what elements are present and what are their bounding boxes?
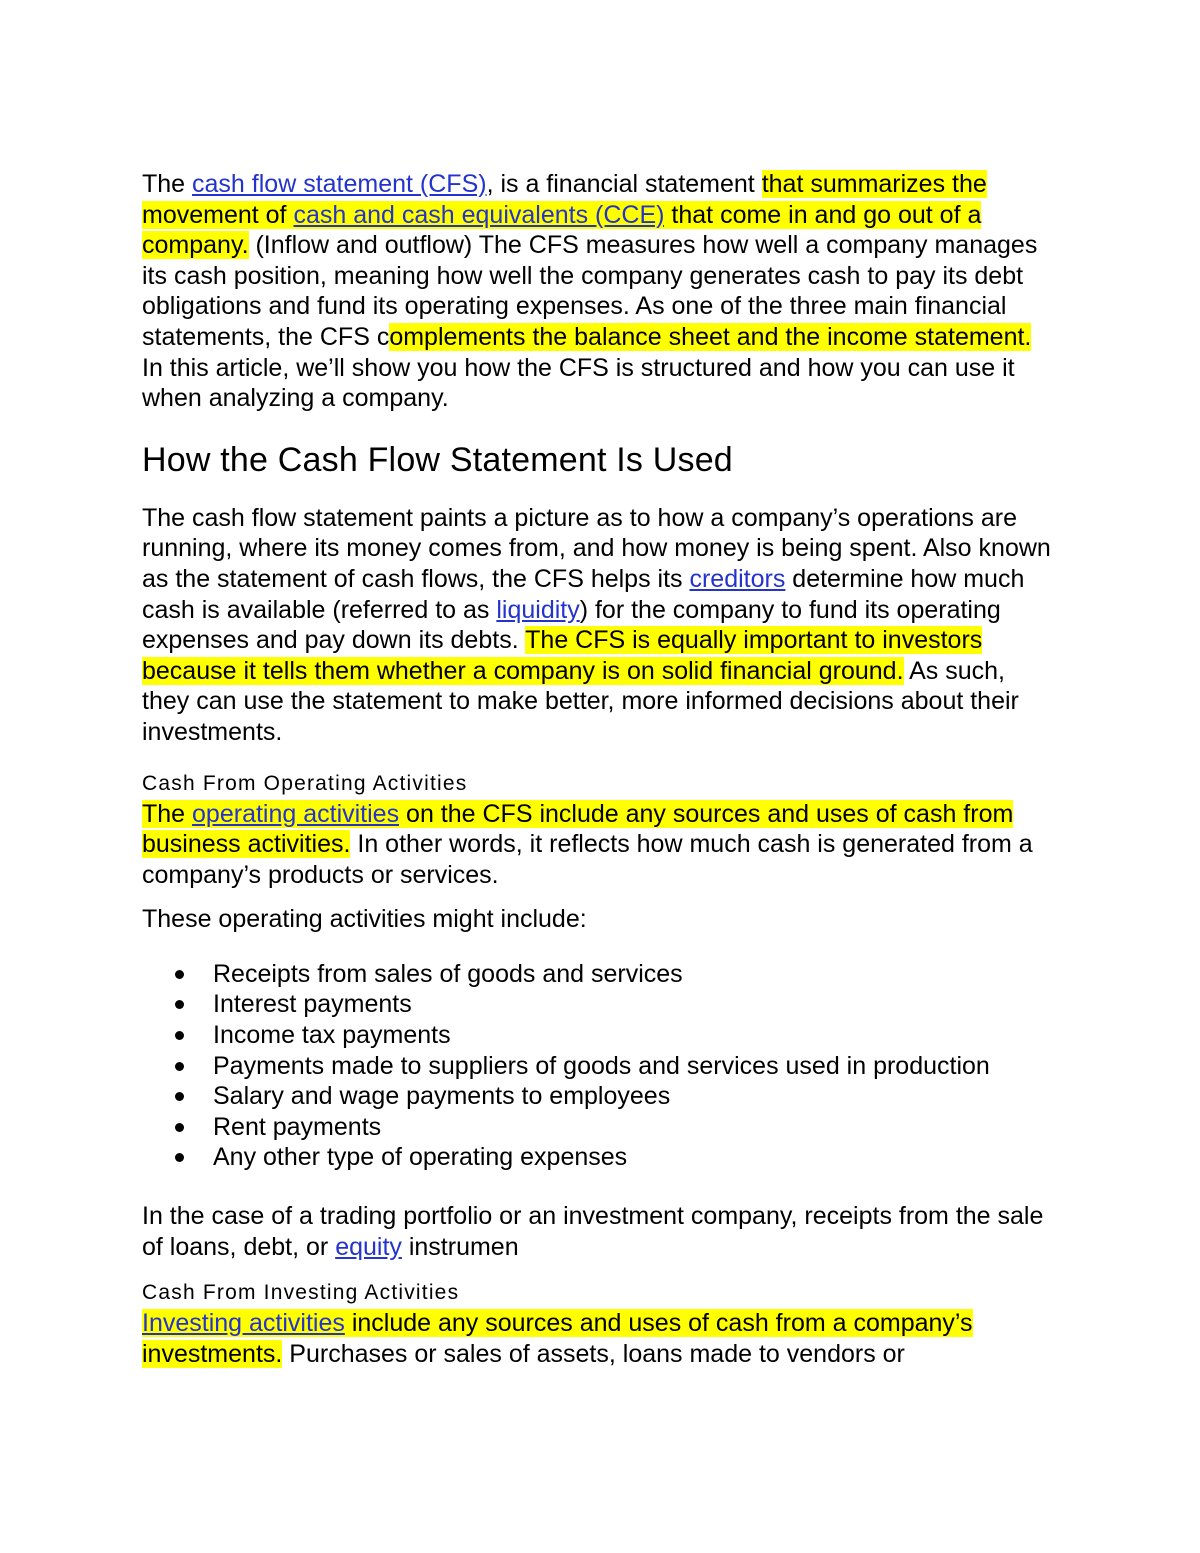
trading-paragraph bbox=[142, 1201, 1057, 1262]
highlighted-text: that come in and go out of a company. bbox=[142, 200, 982, 260]
highlighted-text: omplements the balance sheet and the income statement. bbox=[389, 322, 1032, 351]
bullet-icon bbox=[175, 1153, 184, 1162]
list-item-text: Salary and wage payments to employees bbox=[213, 1082, 671, 1111]
bullet-icon bbox=[175, 1123, 184, 1132]
list-item-text: Rent payments bbox=[213, 1112, 382, 1141]
bullet-icon bbox=[175, 970, 184, 979]
operating-paragraph bbox=[142, 799, 1057, 891]
list-item-text: Payments made to suppliers of goods and services used in production bbox=[213, 1051, 990, 1080]
subheading-operating: Cash From Operating Activities bbox=[142, 771, 468, 795]
link-investing-activities[interactable]: Investing activities bbox=[142, 1309, 345, 1338]
bullet-icon bbox=[175, 1031, 184, 1040]
list-item bbox=[142, 1081, 1057, 1112]
list-item-text: Interest payments bbox=[213, 990, 412, 1019]
list-item bbox=[142, 1051, 1057, 1082]
investing-text: Purchases or sales of assets, loans made to vendors or bbox=[282, 1339, 905, 1368]
link-cash-flow-statement[interactable]: cash flow statement (CFS) bbox=[192, 170, 487, 198]
operating-text: In other words, it reflects how much cash is generated from a company’s products or services. bbox=[142, 830, 1033, 889]
investing-paragraph bbox=[142, 1308, 1057, 1369]
intro-text: (Inflow and outflow) The CFS measures how well a company manages its cash position, meaning how well the company generates cash to pay its debt obligations and fund its operating expenses. As one of the three main financial statements, the CFS c bbox=[142, 231, 1038, 351]
used-paragraph bbox=[142, 503, 1057, 748]
highlighted-text: The bbox=[142, 799, 193, 828]
highlighted-text: on the CFS include any sources and uses of cash from business activities. bbox=[142, 799, 1014, 859]
intro-text: The bbox=[142, 170, 193, 198]
trading-text: In the case of a trading portfolio or an investment company, receipts from the sale of loans, debt, or bbox=[142, 1202, 1044, 1261]
bullet-icon bbox=[175, 1062, 184, 1071]
list-item bbox=[142, 959, 1057, 990]
highlighted-text: that summarizes the movement of bbox=[142, 170, 987, 229]
intro-text: In this article, we’ll show you how the CFS is structured and how you can use it when analyzing a company. bbox=[142, 353, 1015, 413]
list-item-text: Receipts from sales of goods and services bbox=[213, 959, 683, 988]
list-intro: These operating activities might include: bbox=[142, 905, 587, 934]
used-text: The cash flow statement paints a picture as to how a company’s operations are running, where its money comes from, and how money is being spent. Also known as the statement of cash flows, the CFS helps its bbox=[142, 503, 1051, 593]
link-operating-activities[interactable]: operating activities bbox=[192, 799, 400, 828]
highlighted-text: The CFS is equally important to investors because it tells them whether a company is on solid financial ground. bbox=[142, 626, 983, 685]
bullet-icon bbox=[175, 1000, 184, 1009]
list-item-text: Income tax payments bbox=[213, 1021, 451, 1050]
list-item-text: Any other type of operating expenses bbox=[213, 1143, 628, 1172]
list-item bbox=[142, 1020, 1057, 1051]
list-item bbox=[142, 1112, 1057, 1143]
section-heading-used: How the Cash Flow Statement Is Used bbox=[142, 440, 733, 479]
used-text: determine how much cash is available (referred to as bbox=[142, 564, 1025, 624]
link-liquidity[interactable]: liquidity bbox=[496, 595, 580, 624]
trading-text: instrumen bbox=[401, 1232, 519, 1261]
link-equity[interactable]: equity bbox=[335, 1232, 402, 1261]
operating-activities-list bbox=[142, 959, 1057, 1173]
intro-paragraph bbox=[142, 169, 1057, 414]
used-text: As such, they can use the statement to make better, more informed decisions about their investments. bbox=[142, 656, 1019, 746]
link-creditors[interactable]: creditors bbox=[689, 564, 786, 593]
document-body bbox=[142, 169, 1057, 1369]
intro-text: , is a financial statement bbox=[486, 170, 762, 198]
highlighted-text: include any sources and uses of cash from a company’s investments. bbox=[142, 1309, 973, 1368]
bullet-icon bbox=[175, 1092, 184, 1101]
list-item bbox=[142, 1142, 1057, 1173]
subheading-investing: Cash From Investing Activities bbox=[142, 1281, 460, 1305]
list-item bbox=[142, 989, 1057, 1020]
link-cash-equivalents[interactable]: cash and cash equivalents (CCE) bbox=[293, 200, 665, 229]
used-text: ) for the company to fund its operating expenses and pay down its debts. bbox=[142, 595, 1001, 655]
